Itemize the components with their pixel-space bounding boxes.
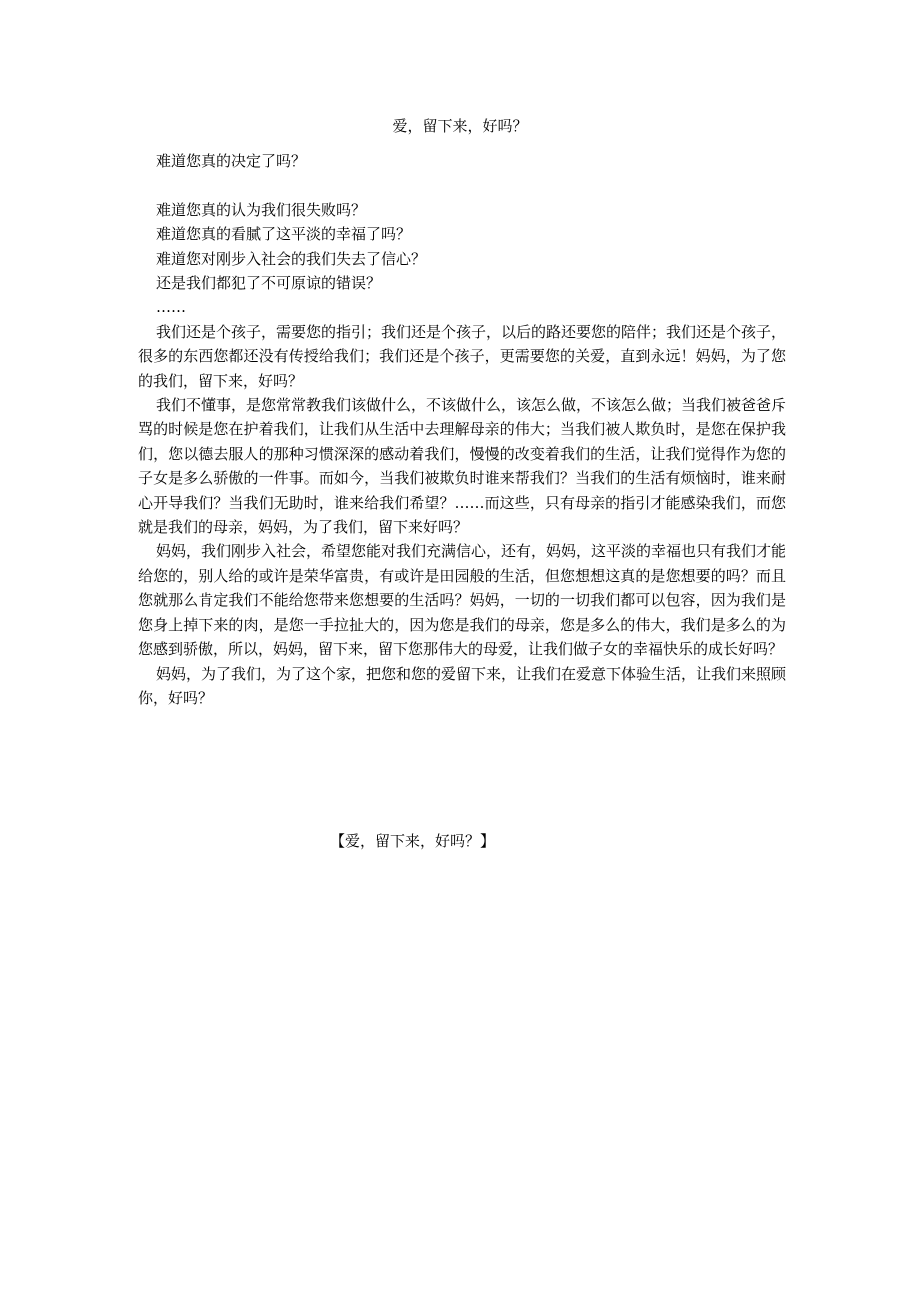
paragraph: 我们不懂事，是您常常教我们该做什么，不该做什么，该怎么做，不该怎么做；当我们被爸爸斥骂的时候是您在护着我们，让我们从生活中去理解母亲的伟大；当我们被人欺负时，是您在保护我们，您以德去服人的那种习惯深深的感动着我们，慢慢的改变着我们的生活，让我们觉得作为您的子女是多么骄傲的一件事。而如今，当我们被欺负时谁来帮我们？当我们的生活有烦恼时，谁来耐心开导我们？当我们无助时，谁来给我们希望？……而这些，只有母亲的指引才能感染我们，而您就是我们的母亲，妈妈，为了我们，留下来好吗？ bbox=[138, 396, 787, 537]
question-line: 难道您真的决定了吗？ bbox=[156, 152, 307, 170]
document-body bbox=[138, 149, 786, 710]
document-title: 爱，留下来，好吗？ bbox=[392, 117, 528, 135]
paragraph: 妈妈，为了我们，为了这个家，把您和您的爱留下来，让我们在爱意下体验生活，让我们来照顾你，好吗？ bbox=[138, 664, 787, 707]
ellipsis-line: …… bbox=[156, 298, 186, 317]
question-line: 难道您真的看腻了这平淡的幸福了吗？ bbox=[156, 225, 412, 244]
paragraph: 妈妈，我们刚步入社会，希望您能对我们充满信心，还有，妈妈，这平淡的幸福也只有我们才能给您的，别人给的或许是荣华富贵，有或许是田园般的生活，但您想想这真的是您想要的吗？而且您就那么肯定我们不能给您带来您想要的生活吗？妈妈，一切的一切我们都可以包容，因为我们是您身上掉下来的肉，是您一手拉扯大的，因为您是我们的母亲，您是多么的伟大，我们是多么的为您感到骄傲，所以，妈妈，留下来，留下您那伟大的母爱，让我们做子女的幸福快乐的成长好吗？ bbox=[138, 542, 787, 659]
blank-line bbox=[138, 173, 786, 197]
question-line: 还是我们都犯了不可原谅的错误？ bbox=[156, 274, 382, 293]
question-line: 难道您真的认为我们很失败吗？ bbox=[156, 200, 367, 219]
document-footer: 【爱，留下来，好吗？】 bbox=[330, 832, 496, 850]
question-line: 难道您对刚步入社会的我们失去了信心？ bbox=[156, 249, 427, 268]
paragraph: 我们还是个孩子，需要您的指引；我们还是个孩子，以后的路还要您的陪伴；我们还是个孩子，很多的东西您都还没有传授给我们；我们还是个孩子，更需要您的关爱，直到永远！妈妈，为了您的我们，留下来，好吗？ bbox=[138, 322, 787, 390]
